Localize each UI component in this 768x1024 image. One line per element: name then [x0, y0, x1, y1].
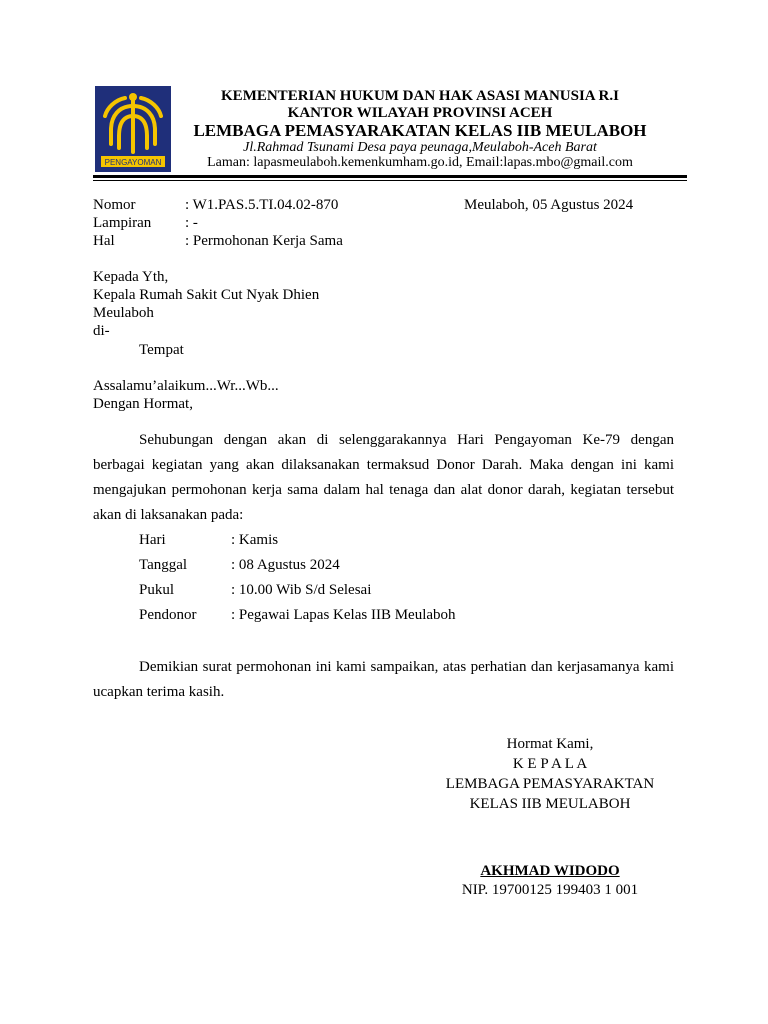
nomor-value: : W1.PAS.5.TI.04.02-870 — [185, 197, 339, 213]
signature-institution-2: KELAS IIB MEULABOH — [469, 796, 631, 812]
institution-address: Jl.Rahmad Tsunami Desa paya peunaga,Meulaboh-Aceh Barat — [243, 140, 597, 155]
lampiran-value: : - — [185, 215, 198, 231]
detail-value-pukul: : 10.00 Wib S/d Selesai — [231, 582, 372, 598]
recipient-city: Meulaboh — [93, 305, 154, 321]
signature-institution-1: LEMBAGA PEMASYARAKTAN — [445, 776, 655, 792]
letterhead-rule-thick — [93, 175, 687, 178]
signatory-nip: NIP. 19700125 199403 1 001 — [461, 882, 639, 898]
letter-date: Meulaboh, 05 Agustus 2024 — [464, 197, 634, 213]
detail-value-hari: : Kamis — [231, 532, 279, 548]
signature-title: K E P A L A — [512, 756, 588, 772]
institution-contact: Laman: lapasmeulaboh.kemenkumham.go.id, Email:lapas.mbo@gmail.com — [207, 155, 633, 170]
recipient-salutation: Kepada Yth, — [93, 269, 169, 285]
signature-closing: Hormat Kami, — [506, 736, 594, 752]
detail-label-hari: Hari — [139, 532, 166, 548]
greeting-hormat: Dengan Hormat, — [93, 396, 193, 412]
letterhead-rule-thin — [93, 180, 687, 181]
detail-label-tanggal: Tanggal — [139, 557, 188, 573]
detail-value-tanggal: : 08 Agustus 2024 — [231, 557, 340, 573]
body-paragraph-1 — [93, 428, 674, 528]
detail-label-pukul: Pukul — [139, 582, 175, 598]
ministry-name: KEMENTERIAN HUKUM DAN HAK ASASI MANUSIA R.I — [221, 88, 619, 104]
lampiran-label: Lampiran — [93, 215, 152, 231]
recipient-place: Tempat — [139, 342, 184, 358]
signature-block — [420, 734, 680, 814]
pengayoman-logo — [95, 86, 171, 172]
signatory-name: AKHMAD WIDODO — [480, 863, 620, 879]
regional-office-name: KANTOR WILAYAH PROVINSI ACEH — [287, 105, 553, 121]
hal-value: : Permohonan Kerja Sama — [185, 233, 343, 249]
recipient-name: Kepala Rumah Sakit Cut Nyak Dhien — [93, 287, 320, 303]
body-paragraph-1-text: Sehubungan dengan akan di selenggarakannya Hari Pengayoman Ke-79 dengan berbagai kegiatan yang akan dilaksanakan termaksud Donor Darah. Maka dengan ini kami mengajukan permohonan kerja sama dalam hal tenaga dan alat donor darah, kegiatan tersebut akan di laksanakan pada: — [93, 432, 674, 523]
greeting-salam: Assalamu’alaikum...Wr...Wb... — [93, 378, 279, 394]
detail-label-pendonor: Pendonor — [139, 607, 197, 623]
detail-value-pendonor: : Pegawai Lapas Kelas IIB Meulaboh — [231, 607, 456, 623]
nomor-label: Nomor — [93, 197, 136, 213]
institution-name: LEMBAGA PEMASYARAKATAN KELAS IIB MEULABOH — [193, 121, 647, 140]
recipient-di: di- — [93, 323, 110, 339]
hal-label: Hal — [93, 233, 115, 249]
body-paragraph-2 — [93, 655, 674, 705]
logo-text: PENGAYOMAN — [104, 158, 162, 167]
body-paragraph-2-text: Demikian surat permohonan ini kami sampaikan, atas perhatian dan kerjasamanya kami ucapkan terima kasih. — [93, 659, 674, 700]
pengayoman-emblem-icon — [95, 86, 171, 172]
